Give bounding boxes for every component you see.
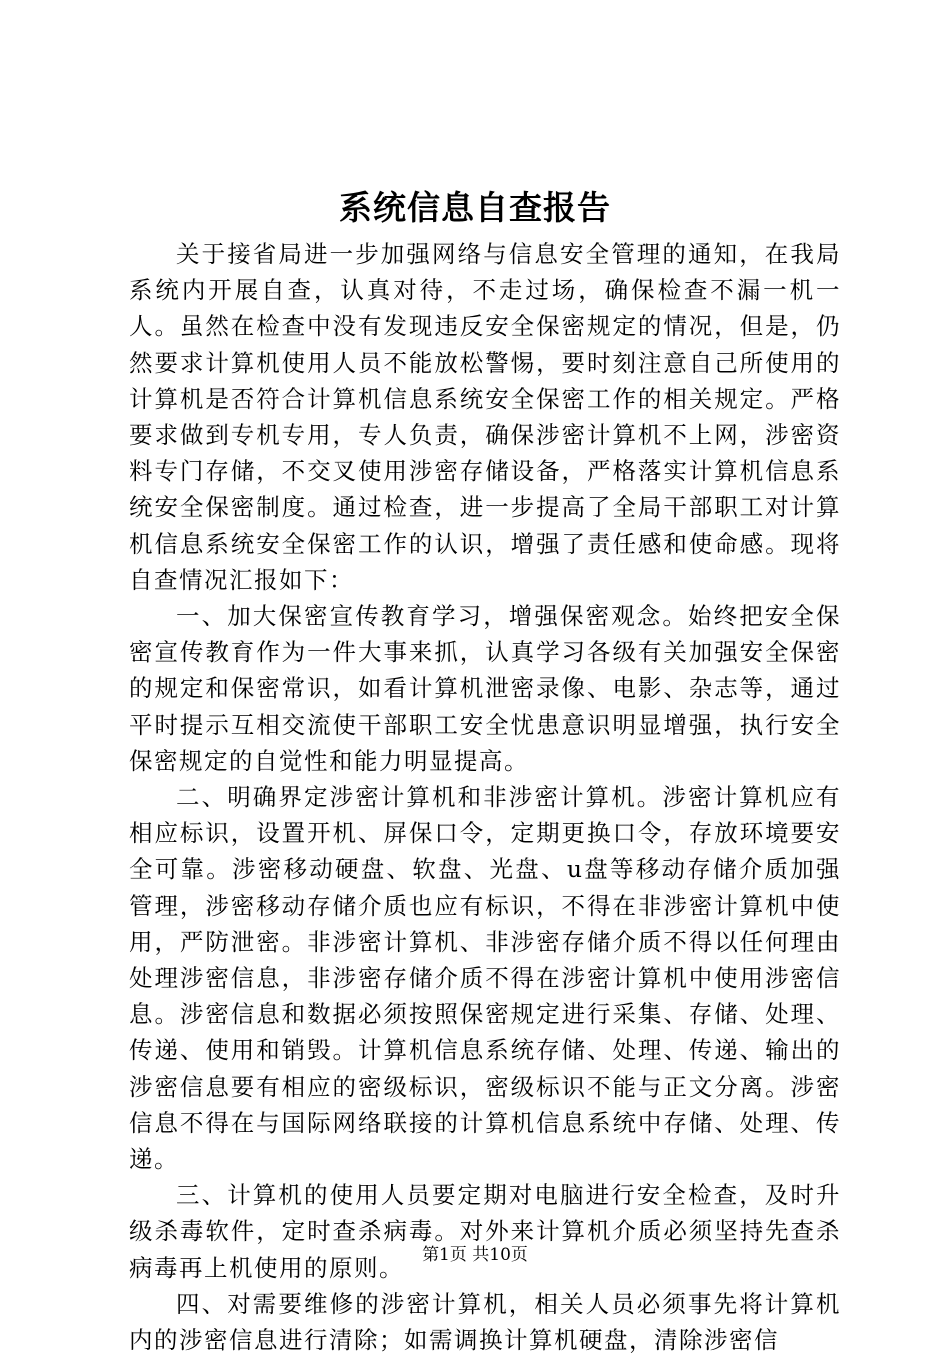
paragraph-section-2: 二、明确界定涉密计算机和非涉密计算机。涉密计算机应有相应标识，设置开机、屏保口令，定期更换口令，存放环境要安全可靠。涉密移动硬盘、软盘、光盘、u盘等移动存储介质加强管理，涉密移动存储介质也应有标识，不得在非涉密计算机中使用，严防泄密。非涉密计算机、非涉密存储介质不得以任何理由处理涉密信息，非涉密存储介质不得在涉密计算机中使用涉密信息。涉密信息和数据必须按照保密规定进行采集、存储、处理、传递、使用和销毁。计算机信息系统存储、处理、传递、输出的涉密信息要有相应的密级标识，密级标识不能与正文分离。涉密信息不得在与国际网络联接的计算机信息系统中存储、处理、传递。: [129, 783, 841, 1174]
page-number-footer: 第1页 共10页: [422, 1245, 528, 1265]
paragraph-section-1: 一、加大保密宣传教育学习，增强保密观念。始终把安全保密宣传教育作为一件大事来抓，认真学习各级有关加强安全保密的规定和保密常识，如看计算机泄密录像、电影、杂志等，通过平时提示互相交流使干部职工安全忧患意识明显增强，执行安全保密规定的自觉性和能力明显提高。: [129, 602, 841, 775]
document-title: 系统信息自查报告: [339, 188, 611, 227]
paragraph-section-4: 四、对需要维修的涉密计算机，相关人员必须事先将计算机内的涉密信息进行清除；如需调换计算机硬盘，清除涉密信: [129, 1289, 841, 1355]
paragraph-intro: 关于接省局进一步加强网络与信息安全管理的通知，在我局系统内开展自查，认真对待，不走过场，确保检查不漏一机一人。虽然在检查中没有发现违反安全保密规定的情况，但是，仍然要求计算机使用人员不能放松警惕，要时刻注意自己所使用的计算机是否符合计算机信息系统安全保密工作的相关规定。严格要求做到专机专用，专人负责，确保涉密计算机不上网，涉密资料专门存储，不交叉使用涉密存储设备，严格落实计算机信息系统安全保密制度。通过检查，进一步提高了全局干部职工对计算机信息系统安全保密工作的认识，增强了责任感和使命感。现将自查情况汇报如下：: [129, 240, 841, 594]
document-body: [129, 236, 841, 1358]
paragraph-section-3: 三、计算机的使用人员要定期对电脑进行安全检查，及时升级杀毒软件，定时查杀病毒。对外来计算机介质必须坚持先查杀病毒再上机使用的原则。: [129, 1181, 841, 1282]
